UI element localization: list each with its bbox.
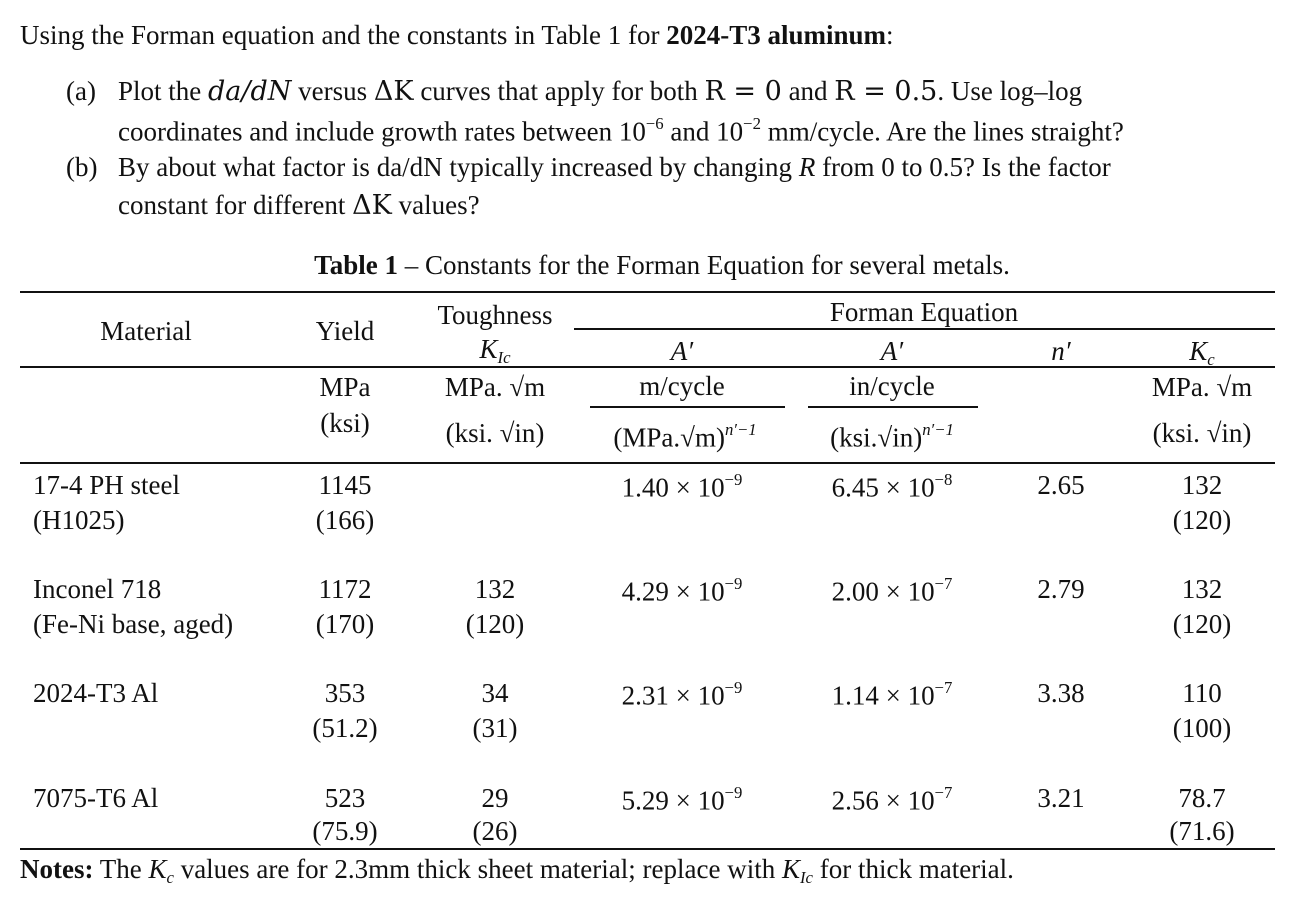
row-material-detail: (Fe-Ni base, aged) <box>33 609 234 639</box>
unit-yield-si: MPa <box>319 372 371 402</box>
row-n: 2.65 <box>1037 470 1085 500</box>
row-yield-ksi: (51.2) <box>312 713 378 743</box>
header-a-prime-si: A′ <box>670 336 694 366</box>
row-a-us: $2.00 \times 10^{-7}$ <box>831 574 953 607</box>
unit-a-us-fraction-bar <box>808 406 978 408</box>
unit-toughness-si: MPa. √m <box>444 372 546 402</box>
row-yield: 1145 <box>318 470 372 500</box>
part-b-line-2: constant for different ΔK values? <box>118 190 480 221</box>
header-kc-symbol: $K_c$ <box>1189 336 1215 370</box>
row-kc: 132 <box>1181 470 1223 500</box>
row-yield-ksi: (166) <box>315 505 375 535</box>
row-a-si: $2.31 \times 10^{-9}$ <box>621 678 743 711</box>
header-material: Material <box>100 316 192 346</box>
row-material: 2024-T3 Al <box>33 678 159 708</box>
row-material-detail: (H1025) <box>33 505 125 535</box>
row-a-us: $2.56 \times 10^{-7}$ <box>831 783 953 816</box>
row-yield: 1172 <box>318 574 372 604</box>
unit-yield-us: (ksi) <box>320 408 370 438</box>
row-a-si: $1.40 \times 10^{-9}$ <box>621 470 743 503</box>
row-yield-ksi: (170) <box>315 609 375 639</box>
header-forman-equation: Forman Equation <box>829 297 1019 327</box>
row-a-si: $5.29 \times 10^{-9}$ <box>621 783 743 816</box>
table-top-rule <box>20 291 1275 293</box>
row-toughness-ksi: (26) <box>472 816 518 846</box>
row-kc: 110 <box>1182 678 1222 708</box>
row-a-us: $6.45 \times 10^{-8}$ <box>831 470 953 503</box>
row-n: 2.79 <box>1037 574 1085 604</box>
unit-a-si-numerator: m/cycle <box>639 371 725 401</box>
row-toughness: 29 <box>481 783 509 813</box>
header-bottom-rule <box>20 462 1275 464</box>
unit-toughness-us: (ksi. √in) <box>445 418 545 448</box>
row-toughness: 34 <box>481 678 509 708</box>
header-toughness-symbol: $K_{Ic}$ <box>479 334 511 368</box>
row-toughness-ksi: (120) <box>465 609 525 639</box>
unit-a-us-denominator: $(ksi.√in)^{n'-1}$ <box>830 420 954 453</box>
part-b-label: (b) <box>66 152 98 182</box>
row-yield: 523 <box>324 783 366 813</box>
row-kc-ksi: (71.6) <box>1169 816 1235 846</box>
part-b-line-1: By about what factor is da/dN typically increased by changing R from 0 to 0.5? Is the factor <box>118 152 1111 182</box>
row-yield: 353 <box>324 678 366 708</box>
row-a-us: $1.14 \times 10^{-7}$ <box>831 678 953 711</box>
row-material: 17-4 PH steel <box>33 470 180 500</box>
row-kc-ksi: (120) <box>1172 505 1232 535</box>
row-yield-ksi: (75.9) <box>312 816 378 846</box>
problem-intro: Using the Forman equation and the constants in Table 1 for 2024-T3 aluminum: <box>20 20 894 50</box>
unit-a-us-numerator: in/cycle <box>849 371 935 401</box>
part-a-line-1: Plot the da/dN versus ΔK curves that apply for both R = 0 and R = 0.5. Use log–log <box>118 76 1083 107</box>
forman-group-rule <box>574 328 1275 330</box>
row-material: Inconel 718 <box>33 574 162 604</box>
row-n: 3.38 <box>1037 678 1085 708</box>
row-kc: 132 <box>1181 574 1223 604</box>
row-kc-ksi: (120) <box>1172 609 1232 639</box>
unit-kc-si: MPa. √m <box>1151 372 1253 402</box>
row-material: 7075-T6 Al <box>33 783 159 813</box>
row-kc: 78.7 <box>1178 783 1226 813</box>
header-mid-rule <box>20 366 1275 368</box>
table-caption: Table 1 – Constants for the Forman Equation for several metals. <box>314 250 1010 280</box>
header-a-prime-us: A′ <box>880 336 904 366</box>
table-notes: Notes: The $K_c$ values are for 2.3mm thick sheet material; replace with $K_{Ic}$ for thick material. <box>20 854 1014 888</box>
row-kc-ksi: (100) <box>1172 713 1232 743</box>
header-n-prime: n′ <box>1051 336 1071 366</box>
unit-kc-us: (ksi. √in) <box>1152 418 1252 448</box>
header-toughness: Toughness <box>437 300 553 330</box>
header-yield: Yield <box>315 316 375 346</box>
row-toughness: 132 <box>474 574 516 604</box>
table-bottom-rule <box>20 848 1275 850</box>
row-toughness-ksi: (31) <box>472 713 518 743</box>
part-a-label: (a) <box>66 76 96 106</box>
unit-a-si-denominator: $(MPa.√m)^{n'-1}$ <box>613 420 757 453</box>
row-n: 3.21 <box>1037 783 1085 813</box>
part-a-line-2: coordinates and include growth rates between $10^{-6}$ and $10^{-2}$ mm/cycle. Are the lines straight? <box>118 114 1124 147</box>
unit-a-si-fraction-bar <box>590 406 785 408</box>
row-a-si: $4.29 \times 10^{-9}$ <box>621 574 743 607</box>
